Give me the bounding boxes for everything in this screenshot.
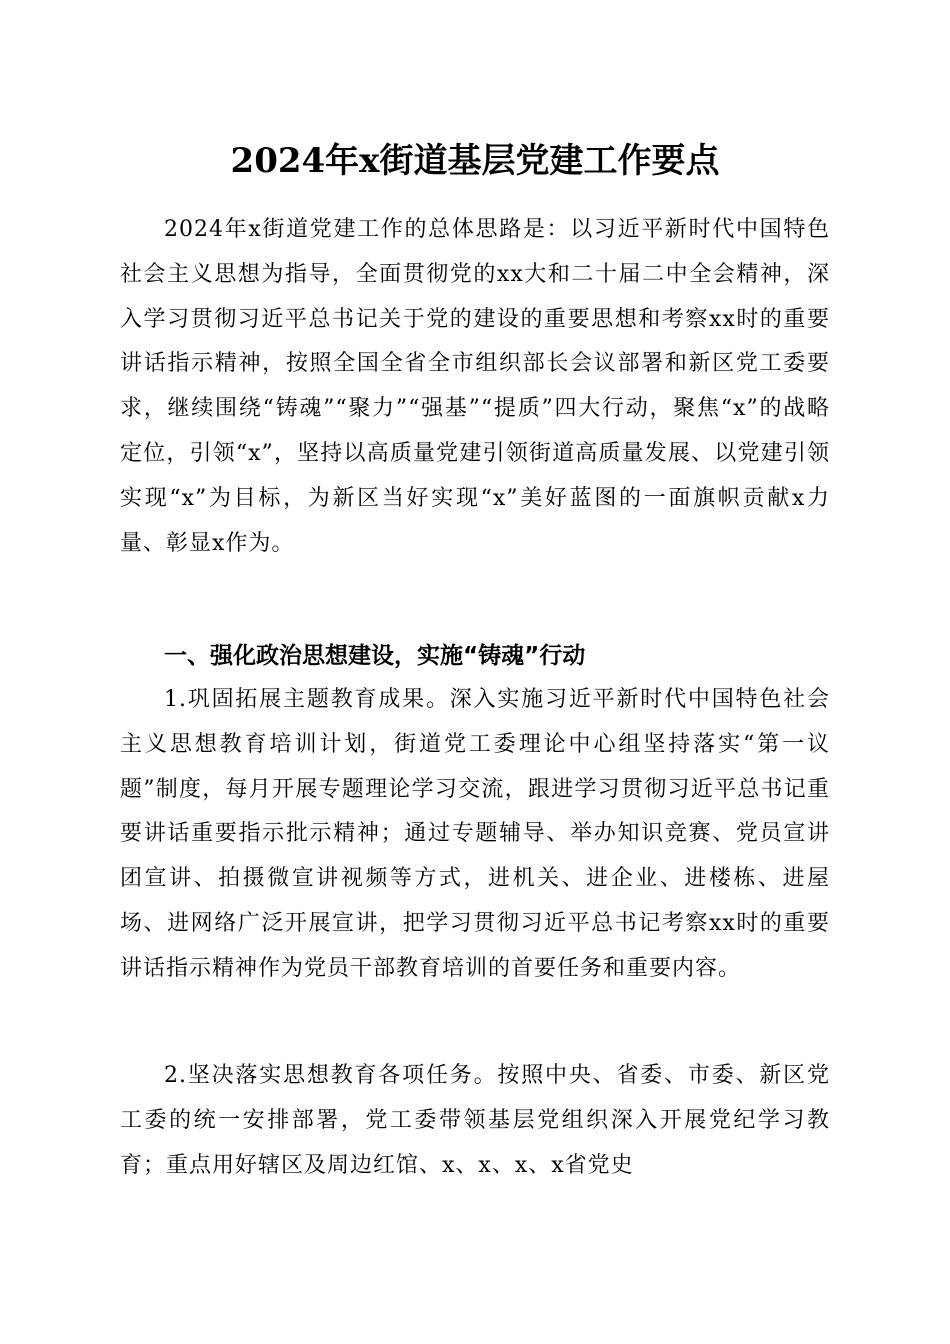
document-title: 2024年x街道基层党建工作要点 [230,141,720,181]
section-heading: 一、强化政治思想建设，实施“铸魂”行动 [164,643,586,669]
intro-paragraph: 2024年x街道党建工作的总体思路是：以习近平新时代中国特色社会主义思想为指导，全面贯彻党的xx大和二十届二中全会精神，深入学习贯彻习近平总书记关于党的建设的重要思想和考察xx时的重要讲话指示精神，按照全国全省全市组织部长会议部署和新区党工委要求，继续围绕“铸魂”“聚力”“强基”“提质”四大行动，聚焦“x”的战略定位，引领“x”，坚持以高质量党建引领街道高质量发展、以党建引领实现“x”为目标，为新区当好实现“x”美好蓝图的一面旗帜贡献x力量、彰显x作为。 [120,217,830,556]
item-paragraph-2: 2.坚决落实思想教育各项任务。按照中央、省委、市委、新区党工委的统一安排部署，党工委带领基层党组织深入开展党纪学习教育；重点用好辖区及周边红馆、x、x、x、x省党史 [120,1063,830,1178]
item-paragraph-1: 1.巩固拓展主题教育成果。深入实施习近平新时代中国特色社会主义思想教育培训计划，街道党工委理论中心组坚持落实“第一议题”制度，每月开展专题理论学习交流，跟进学习贯彻习近平总书记重要讲话重要指示批示精神；通过专题辅导、举办知识竞赛、党员宣讲团宣讲、拍摄微宣讲视频等方式，进机关、进企业、进楼栋、进屋场、进网络广泛开展宣讲，把学习贯彻习近平总书记考察xx时的重要讲话指示精神作为党员干部教育培训的首要任务和重要内容。 [120,687,830,981]
